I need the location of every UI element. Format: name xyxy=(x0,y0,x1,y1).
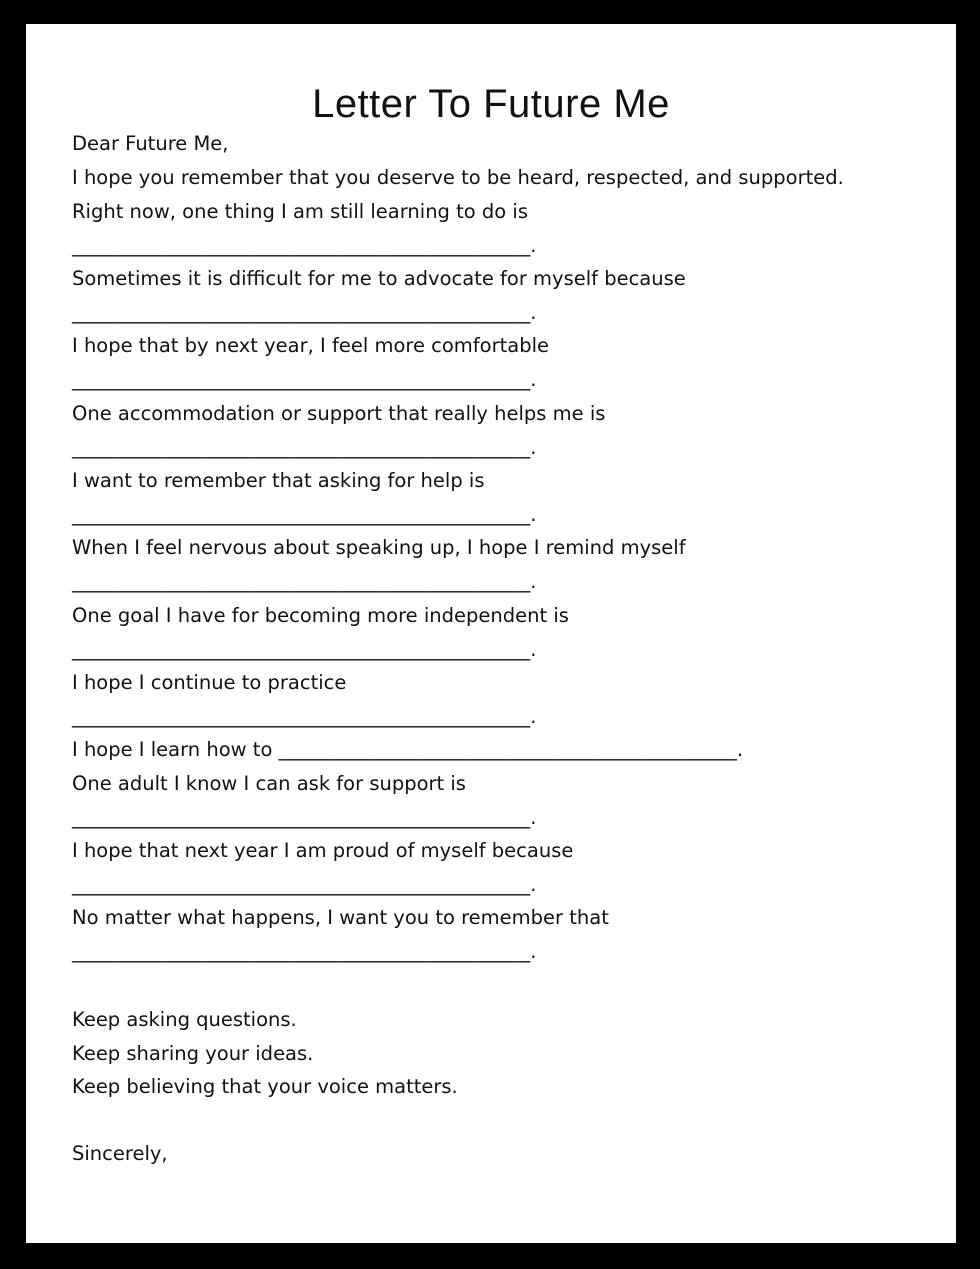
prompt-practice: I hope I continue to practice xyxy=(72,671,347,694)
answer-blank-nervous: _______________________________________________. xyxy=(72,570,537,593)
signoff: Sincerely, xyxy=(72,1142,168,1165)
prompt-comfortable: I hope that by next year, I feel more comfortable xyxy=(72,334,550,357)
answer-blank-independence-goal: _______________________________________________. xyxy=(72,638,537,661)
answer-blank-support-adult: _______________________________________________. xyxy=(72,806,537,829)
prompt-learning: Right now, one thing I am still learning to do is xyxy=(72,200,528,223)
prompt-learn-how: I hope I learn how to _______________________________________________. xyxy=(72,738,744,761)
answer-blank-practice: _______________________________________________. xyxy=(72,705,537,728)
prompt-remember: No matter what happens, I want you to remember that xyxy=(72,906,609,929)
prompt-independence-goal: One goal I have for becoming more independent is xyxy=(72,604,569,627)
prompt-proud: I hope that next year I am proud of myself because xyxy=(72,839,574,862)
prompt-accommodation: One accommodation or support that really helps me is xyxy=(72,402,606,425)
greeting: Dear Future Me, xyxy=(72,132,229,155)
intro-sentence: I hope you remember that you deserve to be heard, respected, and supported. xyxy=(72,166,844,189)
page-title: Letter To Future Me xyxy=(312,82,670,126)
letter-page xyxy=(26,24,956,1243)
answer-blank-comfortable: _______________________________________________. xyxy=(72,368,537,391)
closing-line-ideas: Keep sharing your ideas. xyxy=(72,1042,314,1065)
answer-blank-remember: _______________________________________________. xyxy=(72,940,537,963)
prompt-asking-help: I want to remember that asking for help is xyxy=(72,469,485,492)
prompt-advocate: Sometimes it is difficult for me to advocate for myself because xyxy=(72,267,686,290)
answer-blank-asking-help: _______________________________________________. xyxy=(72,503,537,526)
answer-blank-accommodation: _______________________________________________. xyxy=(72,436,537,459)
answer-blank-proud: _______________________________________________. xyxy=(72,873,537,896)
prompt-nervous: When I feel nervous about speaking up, I hope I remind myself xyxy=(72,536,686,559)
closing-line-questions: Keep asking questions. xyxy=(72,1008,297,1031)
answer-blank-learning: _______________________________________________. xyxy=(72,234,537,257)
closing-line-voice: Keep believing that your voice matters. xyxy=(72,1075,458,1098)
prompt-support-adult: One adult I know I can ask for support is xyxy=(72,772,466,795)
answer-blank-advocate: _______________________________________________. xyxy=(72,301,537,324)
